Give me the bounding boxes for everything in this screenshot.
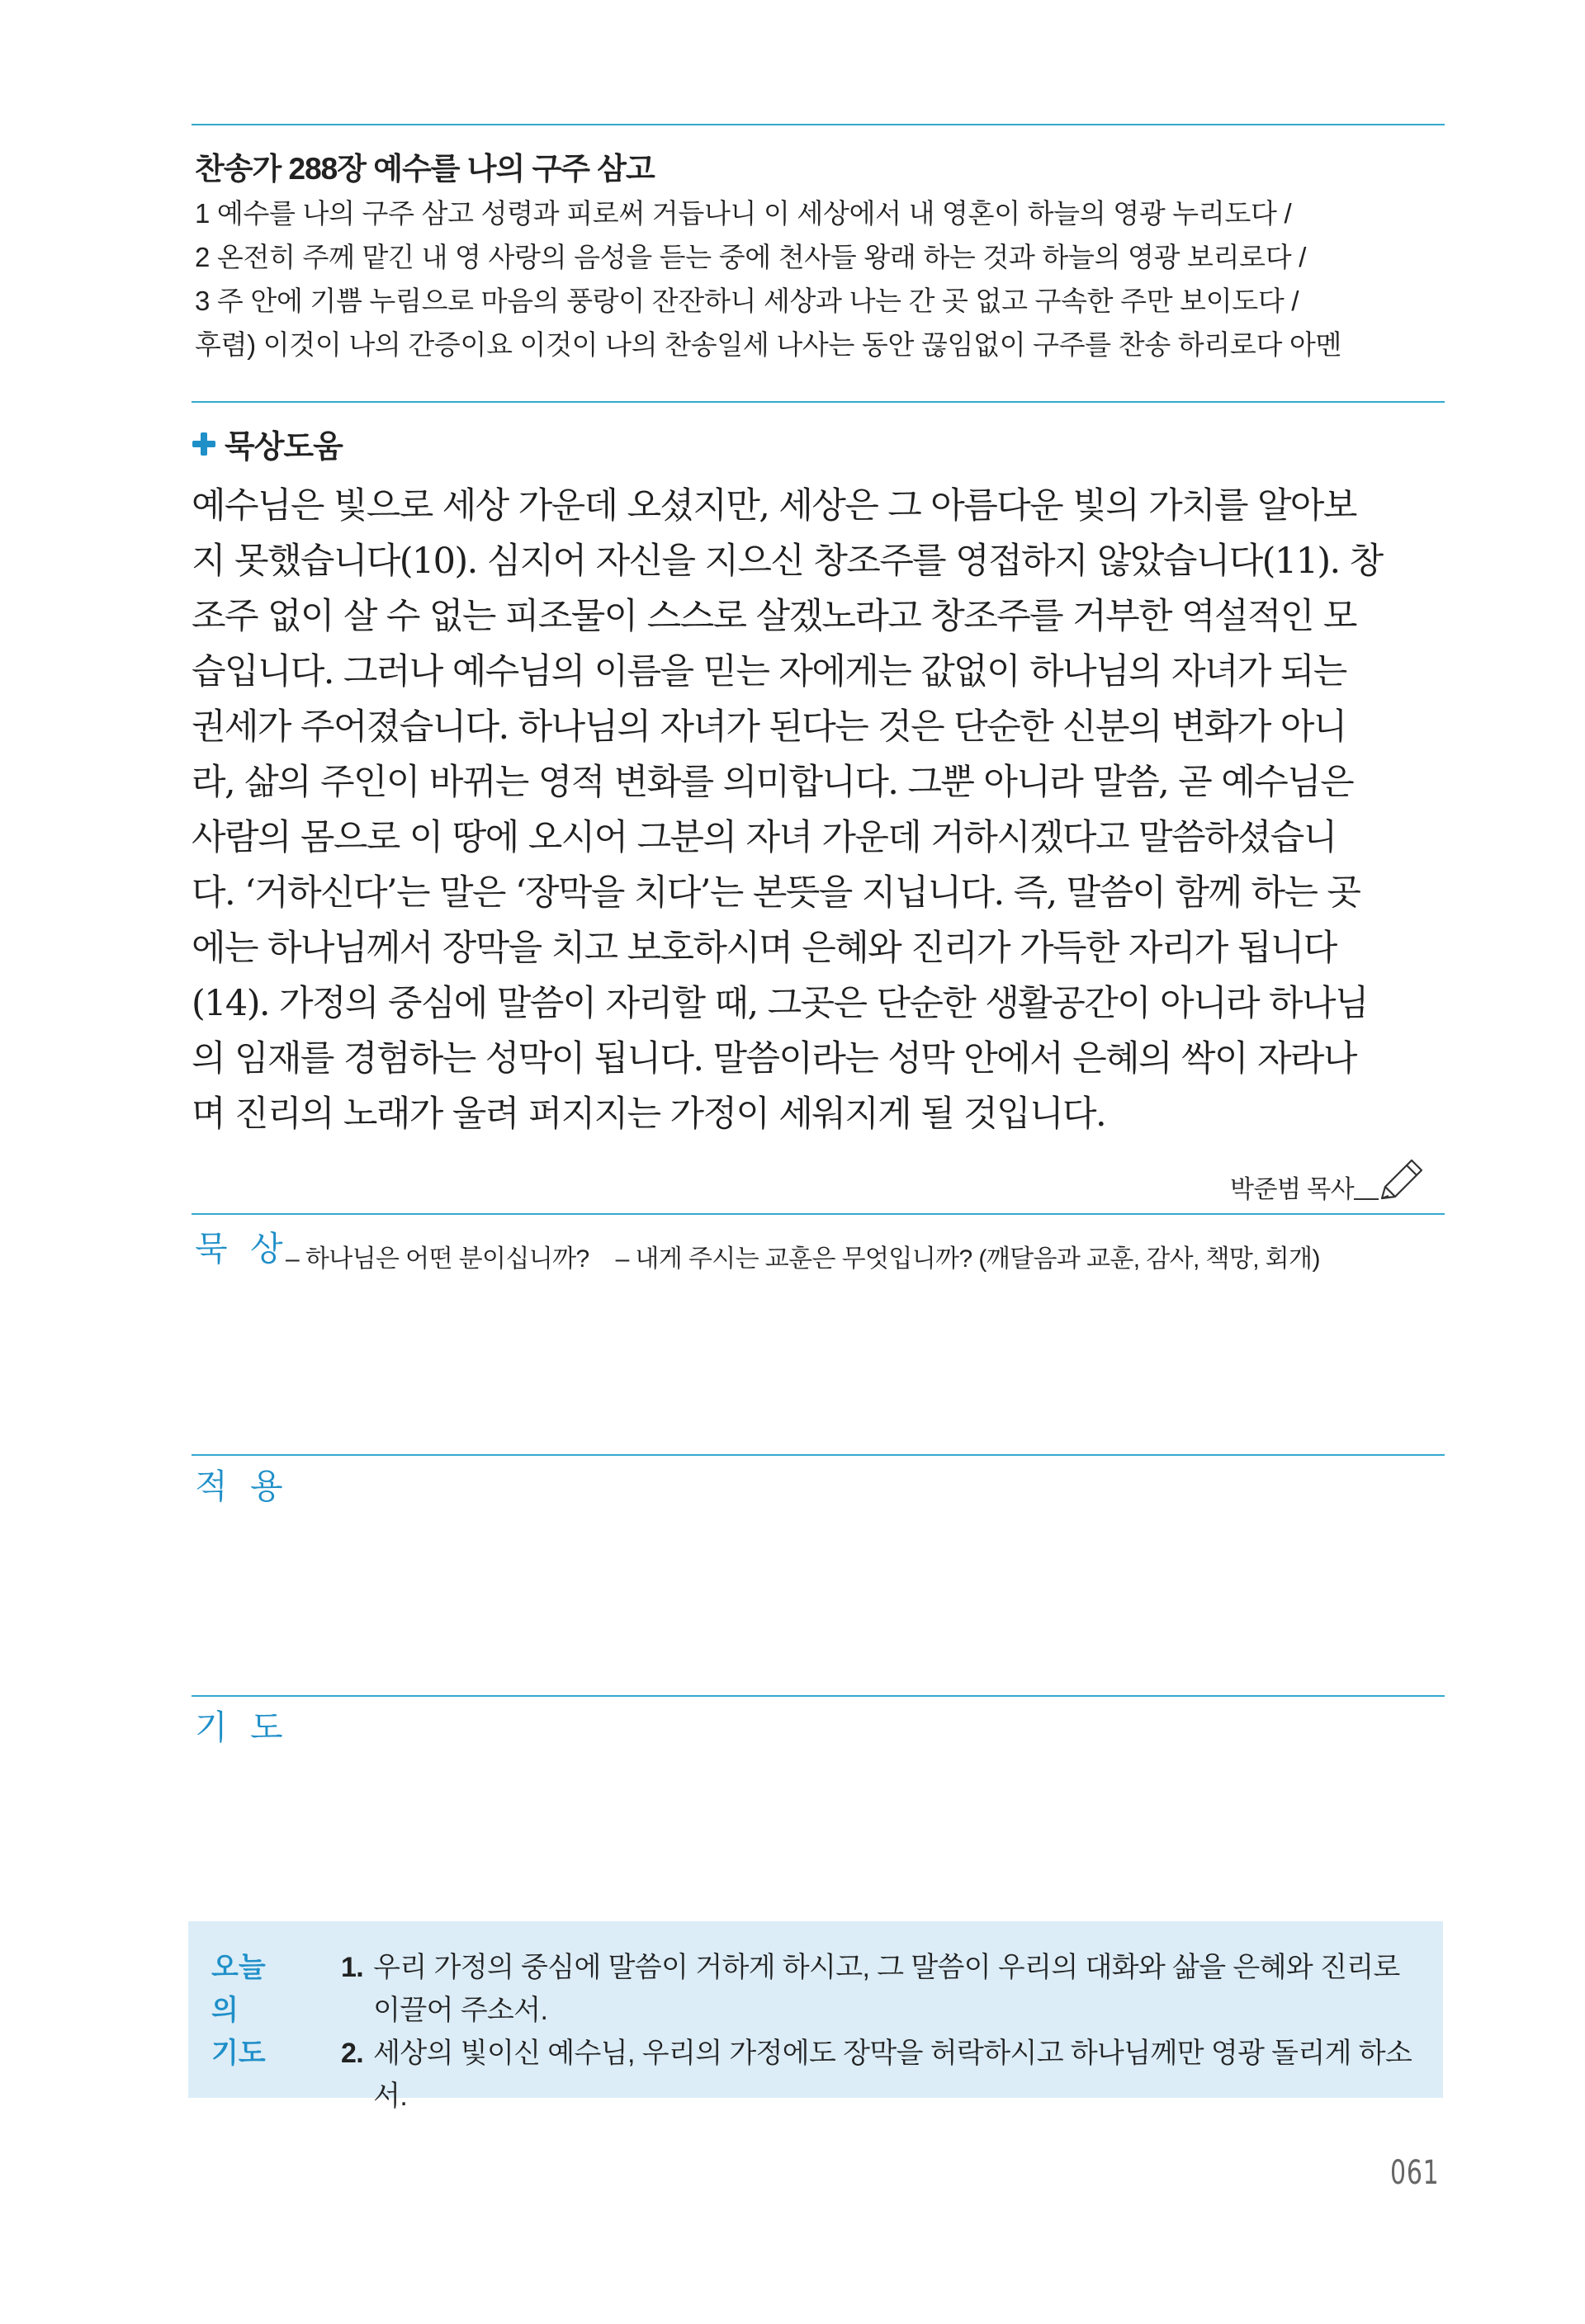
- pencil-icon: [1375, 1154, 1426, 1205]
- todays-prayer-box: [188, 1921, 1443, 2112]
- prayer-item: [341, 2032, 1422, 2118]
- body-line: 며 진리의 노래가 울려 퍼지지는 가정이 세워지게 될 것입니다.: [192, 1094, 1106, 1135]
- application-label: 적 용: [195, 1467, 290, 1505]
- body-line: 지 못했습니다(10). 심지어 자신을 지으신 창조주를 영접하지 않았습니다(11). 창: [192, 541, 1383, 582]
- meditation-question-2: – 내게 주시는 교훈은 무엇입니까? (깨달음과 교훈, 감사, 책망, 회개): [615, 1245, 1320, 1273]
- page-number: 061: [1390, 2154, 1440, 2192]
- body-line: 에는 하나님께서 장막을 치고 보호하시며 은혜와 진리가 가득한 자리가 됩니다: [192, 928, 1337, 969]
- meditation-help-body: [192, 479, 1446, 1142]
- hymn-block: [195, 147, 1445, 366]
- prayer-item-number: 2.: [341, 2038, 364, 2069]
- todays-prayer-label-line1: 오늘의: [211, 1952, 266, 2026]
- meditation-help-heading: [192, 421, 343, 466]
- hymn-verse-3: 3 주 안에 기쁨 누림으로 마음의 풍랑이 잔잔하니 세상과 나는 간 곳 없고 구속한 주만 보이도다 /: [195, 286, 1299, 316]
- body-line: 습입니다. 그러나 예수님의 이름을 믿는 자에게는 값없이 하나님의 자녀가 되는: [192, 651, 1346, 692]
- prayer-item-number: 1.: [341, 1952, 364, 1983]
- todays-prayer-label-line2: 기도: [211, 2038, 266, 2069]
- meditation-help-label: 묵상도움: [225, 430, 343, 465]
- author-name: 박준범 목사: [1230, 1176, 1355, 1203]
- hymn-refrain: 후렴) 이것이 나의 간증이요 이것이 나의 찬송일세 나사는 동안 끊임없이 구주를 찬송 하리로다 아멘: [195, 329, 1342, 360]
- meditation-questions: [286, 1238, 1346, 1274]
- meditation-divider: [192, 1213, 1445, 1215]
- hymn-verse-1: 1 예수를 나의 구주 삼고 성령과 피로써 거듭나니 이 세상에서 내 영혼이 하늘의 영광 누리도다 /: [195, 198, 1292, 229]
- body-line: 조주 없이 살 수 없는 피조물이 스스로 살겠노라고 창조주를 거부한 역설적인 모: [192, 596, 1356, 637]
- prayer-item-text: 세상의 빛이신 예수님, 우리의 가정에도 장막을 허락하시고 하나님께만 영광 돌리게 하소서.: [373, 2038, 1412, 2112]
- hymn-verse-2: 2 온전히 주께 맡긴 내 영 사랑의 음성을 듣는 중에 천사들 왕래 하는 것과 하늘의 영광 보리로다 /: [195, 242, 1307, 272]
- todays-prayer-label: [211, 1946, 286, 2075]
- hymn-divider: [192, 401, 1445, 403]
- application-divider: [192, 1454, 1445, 1456]
- prayer-divider: [192, 1695, 1445, 1697]
- body-line: 의 임재를 경험하는 성막이 됩니다. 말씀이라는 성막 안에서 은혜의 싹이 자라나: [192, 1038, 1356, 1079]
- author-signature: [1230, 1154, 1426, 1205]
- body-line: 예수님은 빛으로 세상 가운데 오셨지만, 세상은 그 아름다운 빛의 가치를 알아보: [192, 485, 1356, 527]
- top-divider: [192, 124, 1445, 125]
- todays-prayer-list: [341, 1946, 1422, 2118]
- body-line: 권세가 주어졌습니다. 하나님의 자녀가 된다는 것은 단순한 신분의 변화가 아니: [192, 706, 1346, 748]
- meditation-label: 묵 상: [195, 1230, 290, 1268]
- hymn-title: 찬송가 288장 예수를 나의 구주 삼고: [195, 152, 655, 186]
- body-line: (14). 가정의 중심에 말씀이 자리할 때, 그곳은 단순한 생활공간이 아니라 하나님: [192, 983, 1368, 1024]
- body-line: 사람의 몸으로 이 땅에 오시어 그분의 자녀 가운데 거하시겠다고 말씀하셨습니: [192, 817, 1337, 858]
- prayer-item-text: 우리 가정의 중심에 말씀이 거하게 하시고, 그 말씀이 우리의 대화와 삶을 은혜와 진리로 이끌어 주소서.: [373, 1952, 1400, 2026]
- plus-icon: [192, 432, 216, 456]
- meditation-question-1: – 하나님은 어떤 분이십니까?: [286, 1245, 589, 1273]
- body-line: 다. ‘거하신다’는 말은 ‘장막을 치다’는 본뜻을 지닙니다. 즉, 말씀이 함께 하는 곳: [192, 872, 1360, 914]
- prayer-label: 기 도: [195, 1708, 290, 1746]
- body-line: 라, 삶의 주인이 바뀌는 영적 변화를 의미합니다. 그뿐 아니라 말씀, 곧 예수님은: [192, 762, 1354, 803]
- prayer-item: [341, 1946, 1422, 2032]
